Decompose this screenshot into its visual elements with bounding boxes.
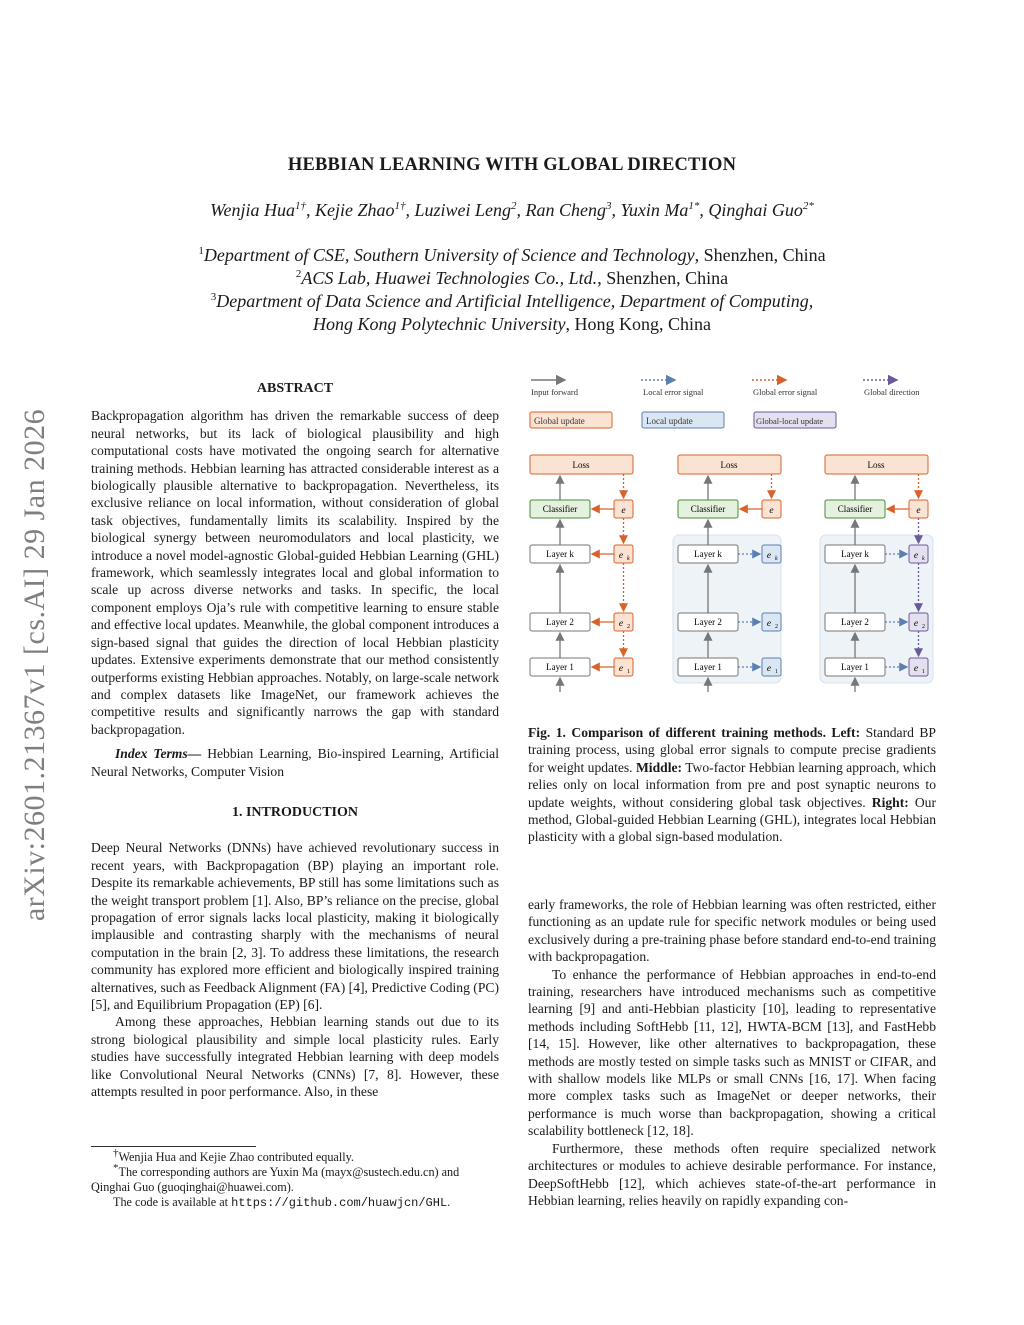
legend-input-forward	[531, 380, 579, 397]
svg-text:Layer k: Layer k	[841, 549, 869, 559]
footnote-code: The code is available at https://github.com/huawjcn/GHL.	[113, 1195, 451, 1210]
author: Qinghai Guo$^{2*}$	[708, 200, 814, 220]
svg-text:Classifier: Classifier	[837, 504, 873, 514]
svg-text:e: e	[618, 619, 624, 629]
svg-text:e: e	[916, 506, 921, 516]
right-paragraph-1: early frameworks, the role of Hebbian learning was often restricted, either functioning as an update rule for specific network modules or being used exclusively during a pre-training phase before standard end-to-end training with backpropagation.	[528, 897, 936, 965]
author: Wenjia Hua$^{1\dagger}$	[210, 200, 306, 220]
intro-heading: 1. INTRODUCTION	[231, 804, 358, 820]
legend-local-error	[641, 380, 704, 397]
svg-text:Global-local update: Global-local update	[756, 416, 824, 426]
footnotes	[91, 1146, 499, 1211]
legend-local-update	[642, 412, 724, 428]
code-link[interactable]: https://github.com/huawjcn/GHL	[231, 1196, 448, 1210]
svg-text:k: k	[627, 556, 630, 562]
panel-middle-hebbian	[673, 455, 781, 692]
footnote-corresponding: *The corresponding authors are Yuxin Ma (mayx@sustech.edu.cn) and Qinghai Guo (guoqinghai@huawei.com).	[91, 1161, 460, 1194]
svg-text:2: 2	[775, 624, 778, 630]
abstract-heading: ABSTRACT	[256, 381, 334, 396]
author: Ran Cheng$^3$	[525, 200, 612, 220]
svg-text:Local error signal: Local error signal	[643, 387, 704, 397]
svg-text:Layer 1: Layer 1	[546, 662, 574, 672]
author: Luziwei Leng$^2$	[414, 200, 517, 220]
legend-global-error	[752, 380, 818, 397]
svg-text:e: e	[621, 506, 626, 516]
svg-text:k: k	[775, 556, 778, 562]
intro-paragraph-1: Deep Neural Networks (DNNs) have achieved revolutionary success in recent years, with Backpropagation (BP) playing an important role. Despite its remarkable achievements, BP still has some limitations such as the weight transport problem [1]. Also, BP’s reliance on the precise, global propagation of error signals lacks local plasticity, making it biologically implausible and contrasting sharply with the mechanisms of neural computation in the brain [2, 3]. To address these limitations, the research community has explored more efficient and biologically inspired training alternatives, such as Feedback Alignment (FA) [4], Predictive Coding (PC) [5], and Equilibrium Propagation (EP) [6].	[91, 840, 499, 1012]
svg-text:1: 1	[775, 669, 778, 675]
footnote-equal-contribution: †Wenjia Hua and Kejie Zhao contributed equally.	[113, 1146, 354, 1164]
svg-text:2: 2	[922, 624, 925, 630]
svg-text:e: e	[766, 551, 772, 561]
figure-1-caption: Fig. 1. Comparison of different training methods. Left: Standard BP training process, using global error signals to compute precise gradients for weight updates. Middle: Two-factor Hebbian learning approach, which relies only on local information from pre and post synaptic neurons to update weights, without considering global task objectives. Right: Our method, Global-guided Hebbian Learning (GHL), integrates local Hebbian plasticity with a global sign-based modulation.	[528, 725, 937, 845]
svg-text:2: 2	[627, 624, 630, 630]
panel-left-bp	[530, 455, 633, 692]
legend-global-update	[530, 412, 612, 428]
right-column	[528, 896, 936, 1209]
index-terms: Index Terms— Hebbian Learning, Bio-inspired Learning, Artificial Neural Networks, Computer Vision	[91, 746, 499, 779]
svg-text:e: e	[913, 551, 919, 561]
svg-text:Loss: Loss	[867, 460, 885, 470]
svg-text:Loss: Loss	[572, 460, 590, 470]
figure-1-diagram	[525, 370, 937, 695]
svg-text:Layer 1: Layer 1	[841, 662, 869, 672]
left-column	[91, 380, 499, 1100]
svg-text:Layer k: Layer k	[546, 549, 574, 559]
affiliation-1: $^1$Department of CSE, Southern University of Science and Technology, Shenzhen, China	[198, 245, 826, 265]
svg-text:k: k	[922, 556, 925, 562]
svg-text:Classifier: Classifier	[690, 504, 726, 514]
svg-text:Global direction: Global direction	[864, 387, 920, 397]
svg-text:Classifier: Classifier	[542, 504, 578, 514]
legend-global-local-update	[754, 412, 836, 428]
author-list: Wenjia Hua$^{1\dagger}$, Kejie Zhao$^{1\dagger}$, Luziwei Leng$^2$, Ran Cheng$^3$, Yuxin $Ma^{1*}$, Qinghai Guo$^{2*}$	[210, 200, 814, 220]
svg-text:e: e	[618, 664, 624, 674]
svg-text:Input forward: Input forward	[531, 387, 578, 397]
svg-text:1: 1	[627, 669, 630, 675]
abstract-text: Backpropagation algorithm has driven the remarkable success of deep neural networks, but its lack of biological plausibility and high computational costs have motivated the ongoing search for alternative training methods. Hebbian learning has attracted considerable interest as a biologically plausible alternative to backpropagation. Nevertheless, its exclusive reliance on local information, without consideration of global task objectives, fundamentally limits its scalability. Inspired by the biological synergy between neuromodulators and local plasticity, we introduce a novel model-agnostic Global-guided Hebbian Learning (GHL) framework, which seamlessly integrates local and global information to scale up across diverse networks and tasks. In specific, the local component employs Oja’s rule with competitive learning to ensure stable and effective local updates. Meanwhile, the global component introduces a sign-based signal that guides the direction of local Hebbian plasticity updates. Extensive experiments demonstrate that our method consistently outperforms existing Hebbian approaches. Notably, on large-scale network and complex datasets like ImageNet, our framework achieves the competitive results and significantly narrows the gap with standard backpropagation.	[91, 408, 499, 737]
arxiv-id: arXiv:2601.21367v1 [cs.AI] 29 Jan 2026	[18, 408, 51, 922]
svg-text:Global update: Global update	[534, 416, 585, 426]
author: Yuxin $Ma^{1*}$	[620, 200, 700, 220]
right-paragraph-3: Furthermore, these methods often require specialized network architectures or modules to achieve desirable performance. For instance, DeepSoftHebb [12], which achieves state-of-the-art performance in Hebbian learning, relies heavily on rapidly expanding con-	[528, 1140, 936, 1208]
panel-right-ghl	[820, 455, 933, 692]
svg-text:Layer k: Layer k	[694, 549, 722, 559]
svg-text:1: 1	[922, 669, 925, 675]
affiliation-3-cont: Hong Kong Polytechnic University, Hong Kong, China	[313, 314, 711, 334]
affiliation-2: $^2$ACS Lab, Huawei Technologies Co., Ltd., Shenzhen, China	[295, 268, 729, 288]
svg-text:e: e	[766, 664, 772, 674]
svg-text:e: e	[766, 619, 772, 629]
svg-text:e: e	[913, 619, 919, 629]
svg-text:Layer 1: Layer 1	[694, 662, 722, 672]
paper-title: HEBBIAN LEARNING WITH GLOBAL DIRECTION	[287, 155, 737, 175]
svg-text:Layer 2: Layer 2	[841, 617, 869, 627]
arxiv-sidebar-stamp	[10, 380, 60, 950]
svg-text:e: e	[769, 506, 774, 516]
affiliation-3: $^3$Department of Data Science and Artificial Intelligence, Department of Computing,	[210, 291, 814, 311]
svg-text:e: e	[913, 664, 919, 674]
right-paragraph-2: To enhance the performance of Hebbian approaches in end-to-end training, researchers have introduced mechanisms such as competitive learning [9] and anti-Hebbian plasticity [10], leading to representative methods including SoftHebb [11, 12], HWTA-BCM [13], and FastHebb [14, 15]. However, like other alternatives to backpropagation, these methods are mostly tested on simple tasks such as MNIST or CIFAR, and with shallow models like MLPs or small CNNs [16, 17]. When facing more complex tasks such as ImageNet or deeper networks, their performance is much worse than backpropagation, showing a critical scalability bottleneck [12, 18].	[528, 966, 936, 1139]
svg-text:Loss: Loss	[720, 460, 738, 470]
intro-paragraph-2: Among these approaches, Hebbian learning stands out due to its strong biological plausibility and simple local plasticity rules. Early studies have successfully integrated Hebbian learning with deep models like Convolutional Neural Networks (CNNs) [7, 8]. However, these attempts resulted in poor performance. Also, in these	[91, 1014, 499, 1100]
svg-text:Layer 2: Layer 2	[546, 617, 574, 627]
svg-text:Global error signal: Global error signal	[753, 387, 818, 397]
author: Kejie Zhao$^{1\dagger}$	[314, 200, 406, 220]
svg-text:e: e	[618, 551, 624, 561]
svg-text:Local update: Local update	[646, 416, 693, 426]
legend-global-direction	[863, 380, 920, 397]
svg-text:Layer 2: Layer 2	[694, 617, 722, 627]
